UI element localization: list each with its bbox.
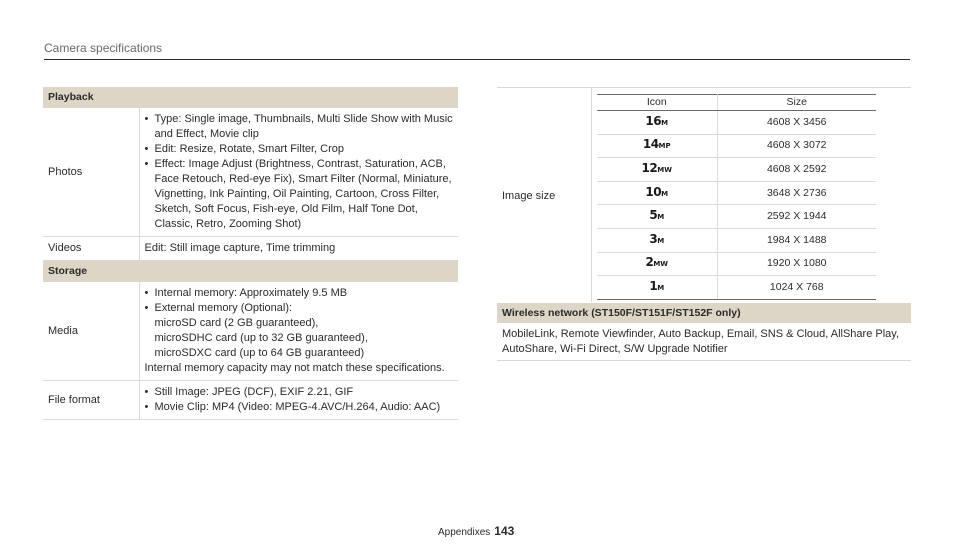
file-format-label: File format (43, 381, 139, 420)
storage-section-row (43, 261, 458, 283)
photos-label: Photos (43, 108, 139, 237)
size-value: 4608 X 2592 (717, 158, 876, 182)
file-format-row (43, 381, 458, 420)
image-size-label: Image size (502, 190, 556, 202)
resolution-1m-icon: 1M (649, 278, 665, 293)
resolution-2mw-icon: 2MW (645, 255, 669, 270)
photos-item: • Type: Single image, Thumbnails, Multi Slide Show with Music and Effect, Movie clip (145, 112, 454, 142)
media-external-title: External memory (Optional): (154, 302, 293, 314)
table-row (597, 158, 876, 182)
resolution-16m-icon: 16M (645, 113, 669, 128)
image-size-header-row (597, 95, 876, 111)
size-column-header: Size (717, 95, 876, 111)
playback-heading: Playback (43, 87, 458, 108)
size-value: 1024 X 768 (717, 276, 876, 300)
size-value: 3648 X 2736 (717, 181, 876, 205)
footer-section: Appendixes (438, 527, 491, 538)
videos-value: Edit: Still image capture, Time trimming (139, 237, 458, 261)
media-external (145, 301, 454, 316)
media-value (139, 282, 458, 381)
header-rule (44, 59, 910, 60)
resolution-3m-icon: 3M (649, 231, 665, 246)
wireless-value: MobileLink, Remote Viewfinder, Auto Backup, Email, SNS & Cloud, AllShare Play, AutoShare, Wi-Fi Direct, S/W Upgrade Notifier (497, 323, 911, 361)
resolution-12mw-icon: 12MW (641, 160, 672, 175)
media-internal: • Internal memory: Approximately 9.5 MB (145, 286, 454, 301)
file-format-item: • Movie Clip: MP4 (Video: MPEG-4.AVC/H.264, Audio: AAC) (145, 400, 454, 415)
left-spec-column (43, 87, 458, 420)
resolution-14mp-icon: 14MP (642, 137, 671, 152)
file-format-item: • Still Image: JPEG (DCF), EXIF 2.21, GIF (145, 385, 454, 400)
media-row (43, 282, 458, 381)
media-card: microSDXC card (up to 64 GB guaranteed) (154, 347, 365, 359)
storage-heading: Storage (43, 261, 458, 283)
table-row (597, 228, 876, 252)
wireless-heading: Wireless network (ST150F/ST151F/ST152F only) (497, 303, 911, 323)
media-card: microSDHC card (up to 32 GB guaranteed), (154, 332, 368, 344)
size-value: 4608 X 3072 (717, 134, 876, 158)
icon-column-header: Icon (597, 95, 717, 111)
table-row (597, 181, 876, 205)
page-header-title: Camera specifications (44, 41, 163, 55)
resolution-5m-icon: 5M (649, 208, 665, 223)
size-value: 1984 X 1488 (717, 228, 876, 252)
playback-storage-table (43, 87, 458, 420)
right-spec-column (497, 87, 911, 361)
size-value: 4608 X 3456 (717, 111, 876, 135)
photos-value (139, 108, 458, 237)
size-value: 2592 X 1944 (717, 205, 876, 229)
table-row (597, 205, 876, 229)
media-note: Internal memory capacity may not match these specifications. (144, 362, 445, 374)
media-label: Media (43, 282, 139, 381)
resolution-10m-icon: 10M (645, 184, 669, 199)
table-row (597, 252, 876, 276)
photos-item: • Edit: Resize, Rotate, Smart Filter, Crop (145, 142, 454, 157)
playback-section-row (43, 87, 458, 108)
table-row (597, 111, 876, 135)
image-size-table (597, 94, 876, 300)
media-card: microSD card (2 GB guaranteed), (154, 317, 319, 329)
page-number: 143 (494, 524, 515, 538)
table-row (597, 276, 876, 300)
table-row (597, 134, 876, 158)
videos-label: Videos (43, 237, 139, 261)
image-size-divider (591, 88, 592, 302)
file-format-value (139, 381, 458, 420)
videos-row (43, 237, 458, 261)
size-value: 1920 X 1080 (717, 252, 876, 276)
image-size-block (497, 87, 911, 301)
photos-item: • Effect: Image Adjust (Brightness, Contrast, Saturation, ACB, Face Retouch, Red-eye Fix), Smart Filter (Normal, Miniature, Vignetting, Ink Painting, Oil Painting, Cartoon, Cross Filter, Sketch, Soft Focus, Fish-eye, Old Film, Half Tone Dot, Classic, Retro, Zooming Shot) (145, 157, 454, 232)
photos-row (43, 108, 458, 237)
page-footer (438, 524, 514, 540)
